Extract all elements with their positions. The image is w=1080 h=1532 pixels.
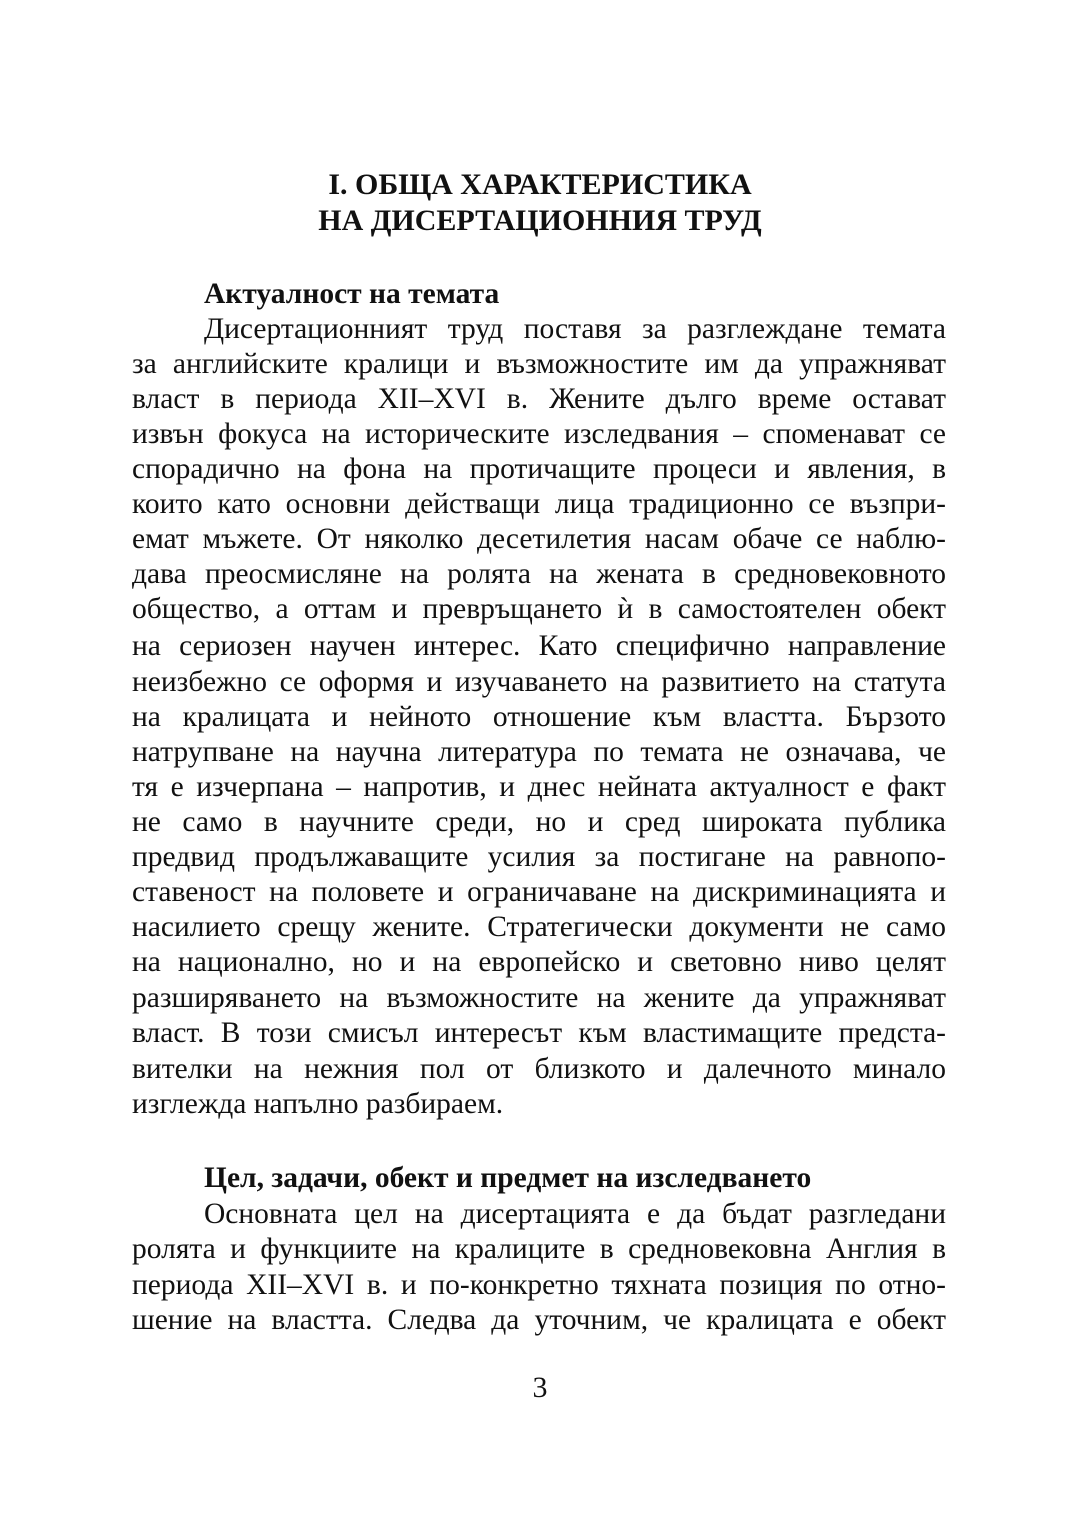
text-line: предвид продължаващите усилия за постигане на равнопо- [132, 841, 946, 873]
text-line: които като основни действащи лица традиционно се възпри- [132, 488, 946, 520]
section-heading-goals: Цел, задачи, обект и предмет на изследването [204, 1162, 812, 1194]
text-line: власт. В този смисъл интересът към властимащите предста- [132, 1017, 946, 1049]
text-line: вителки на нежния пол от близкото и далечното минало [132, 1053, 946, 1085]
text-line: неизбежно се оформя и изучаването на развитието на статута [132, 666, 946, 698]
text-line: спорадично на фона на протичащите процеси и явления, в [132, 453, 946, 485]
text-line: общество, а оттам и превръщането ѝ в самостоятелен обект [132, 593, 946, 625]
text-line: шение на властта. Следва да уточним, че кралицата е обект [132, 1304, 946, 1336]
page-number: 3 [532, 1371, 548, 1404]
text-line: натрупване на научна литература по темата не означава, че [132, 736, 946, 768]
text-line: насилието срещу жените. Стратегически документи не само [132, 911, 946, 943]
text-line: извън фокуса на историческите изследвания – споменават се [132, 418, 946, 450]
text-line: емат мъжете. От няколко десетилетия насам обаче се наблю- [132, 523, 946, 555]
text-line: на национално, но и на европейско и световно ниво целят [132, 946, 946, 978]
text-line: не само в научните среди, но и сред широката публика [132, 806, 946, 838]
text-line: дава преосмисляне на ролята на жената в средновековното [132, 558, 946, 590]
chapter-title-line-1: I. ОБЩА ХАРАКТЕРИСТИКА [328, 168, 752, 201]
text-line: тя е изчерпана – напротив, и днес нейната актуалност е факт [132, 771, 946, 803]
text-line: Дисертационният труд поставя за разглеждане темата [204, 313, 946, 345]
text-line: ролята и функциите на кралиците в средновековна Англия в [132, 1233, 946, 1265]
section-heading-relevance: Актуалност на темата [204, 278, 500, 310]
text-line: на кралицата и нейното отношение към властта. Бързото [132, 701, 946, 733]
text-line: Основната цел на дисертацията е да бъдат разгледани [204, 1198, 946, 1230]
text-line: ставеност на половете и ограничаване на дискриминацията и [132, 876, 946, 908]
text-line: разширяването на възможностите на жените да упражняват [132, 982, 946, 1014]
text-line: власт в периода XII–XVI в. Жените дълго време остават [132, 383, 946, 415]
text-line: на сериозен научен интерес. Като специфично направление [132, 630, 946, 662]
text-line: за английските кралици и възможностите им да упражняват [132, 348, 946, 380]
text-line: изглежда напълно разбираем. [132, 1088, 504, 1120]
text-line: периода XII–XVI в. и по-конкретно тяхната позиция по отно- [132, 1269, 946, 1301]
chapter-title-line-2: НА ДИСЕРТАЦИОННИЯ ТРУД [318, 204, 762, 237]
